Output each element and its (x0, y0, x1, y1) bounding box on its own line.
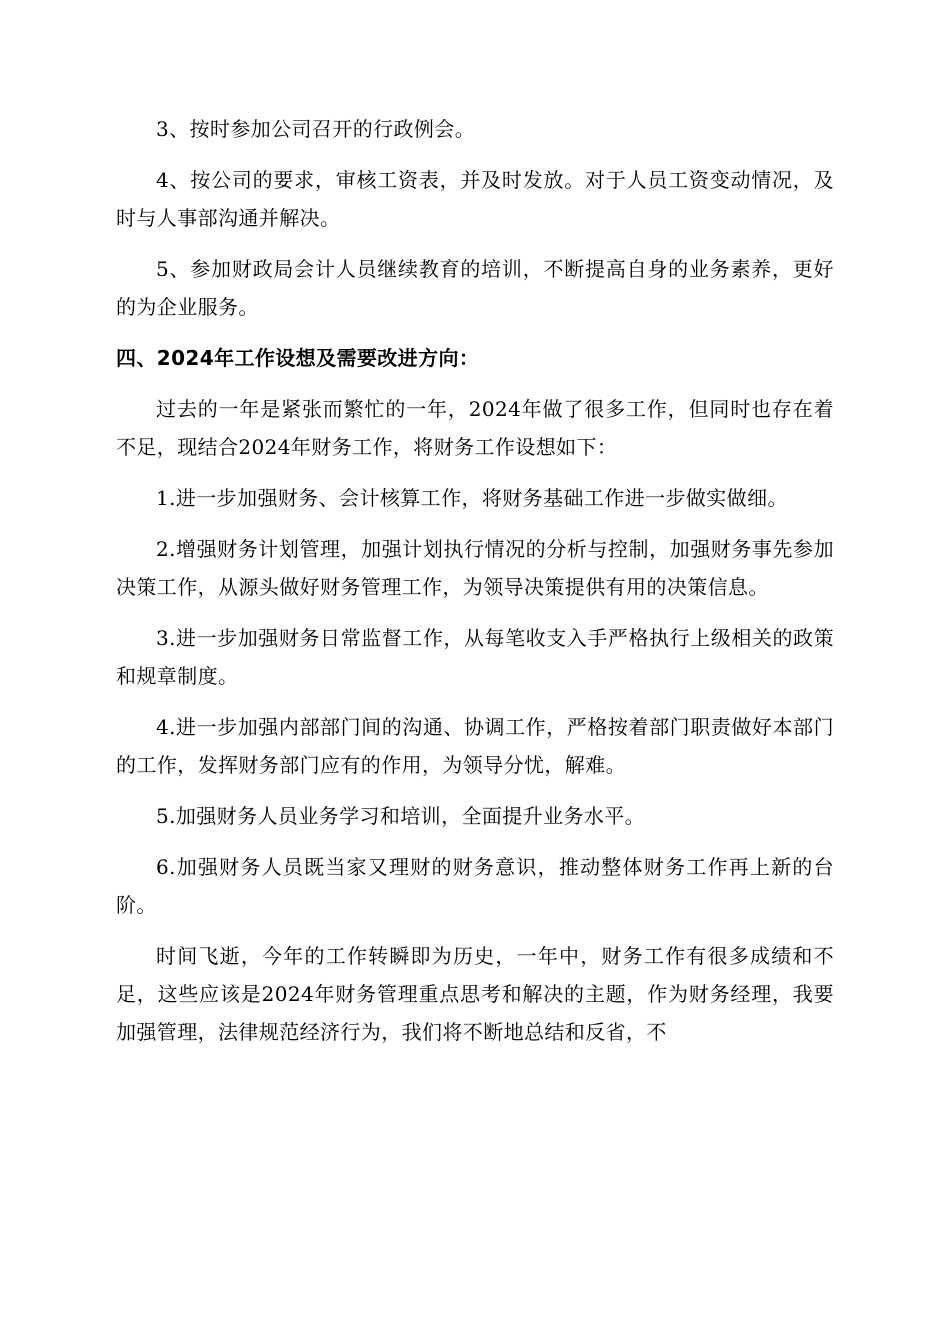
plan-item-2: 2.增强财务计划管理，加强计划执行情况的分析与控制，加强财务事先参加决策工作，从源头做好财务管理工作，为领导决策提供有用的决策信息。 (116, 537, 834, 599)
plan-item-6: 6.加强财务人员既当家又理财的财务意识，推动整体财务工作再上新的台阶。 (116, 855, 834, 917)
paragraph-item-3: 3、按时参加公司召开的行政例会。 (156, 117, 476, 141)
plan-item-3: 3.进一步加强财务日常监督工作，从每笔收支入手严格执行上级相关的政策和规章制度。 (116, 626, 834, 688)
document-page (116, 110, 834, 1064)
plan-item-4: 4.进一步加强内部部门间的沟通、协调工作，严格按着部门职责做好本部门的工作，发挥财务部门应有的作用，为领导分忧，解难。 (116, 715, 834, 777)
section-heading: 四、2024年工作设想及需要改进方向： (116, 346, 480, 370)
plan-item-1: 1.进一步加强财务、会计核算工作，将财务基础工作进一步做实做细。 (156, 486, 788, 510)
paragraph-intro: 过去的一年是紧张而繁忙的一年，2024年做了很多工作，但同时也存在着不足，现结合2024年财务工作，将财务工作设想如下： (116, 397, 834, 459)
paragraph-item-4: 4、按公司的要求，审核工资表，并及时发放。对于人员工资变动情况，及时与人事部沟通并解决。 (116, 168, 834, 230)
paragraph-item-5: 5、参加财政局会计人员继续教育的培训，不断提高自身的业务素养，更好的为企业服务。 (116, 257, 834, 319)
paragraph-closing: 时间飞逝，今年的工作转瞬即为历史，一年中，财务工作有很多成绩和不足，这些应该是2024年财务管理重点思考和解决的主题，作为财务经理，我要加强管理，法律规范经济行为，我们将不断地总结和反省，不 (116, 944, 834, 1044)
plan-item-5: 5.加强财务人员业务学习和培训，全面提升业务水平。 (156, 804, 646, 828)
